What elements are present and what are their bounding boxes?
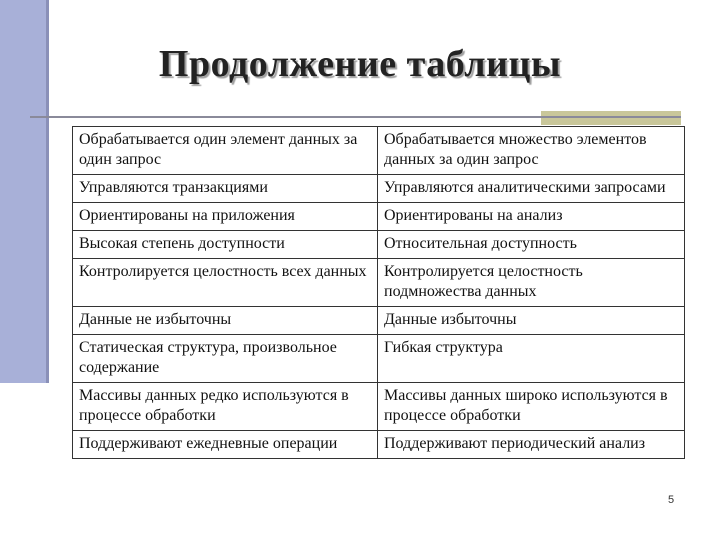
table-cell-right: Управляются аналитическими запросами: [378, 175, 685, 203]
table-row: [73, 335, 685, 383]
table-cell-left: Ориентированы на приложения: [73, 203, 378, 231]
table-cell-left: Высокая степень доступности: [73, 231, 378, 259]
title-divider: [30, 116, 681, 118]
table-cell-right: Обрабатывается множество элементов данных за один запрос: [378, 127, 685, 175]
table-row: [73, 203, 685, 231]
table-cell-left: Обрабатывается один элемент данных за один запрос: [73, 127, 378, 175]
table-cell-left: Данные не избыточны: [73, 307, 378, 335]
table-cell-right: Относительная доступность: [378, 231, 685, 259]
slide-title: Продолжение таблицы: [158, 43, 562, 85]
table-cell-left: Контролируется целостность всех данных: [73, 259, 378, 307]
table-cell-right: Контролируется целостность подмножества данных: [378, 259, 685, 307]
table-row: [73, 231, 685, 259]
table-cell-left: Массивы данных редко используются в процессе обработки: [73, 383, 378, 431]
table-row: [73, 127, 685, 175]
table-cell-right: Массивы данных широко используются в процессе обработки: [378, 383, 685, 431]
accent-rectangle: [541, 111, 681, 125]
comparison-table: [72, 126, 685, 459]
table-row: [73, 383, 685, 431]
table-row: [73, 307, 685, 335]
table-cell-right: Ориентированы на анализ: [378, 203, 685, 231]
table-row: [73, 259, 685, 307]
table-cell-right: Данные избыточны: [378, 307, 685, 335]
table-cell-left: Статическая структура, произвольное содержание: [73, 335, 378, 383]
page-number: 5: [668, 494, 675, 506]
table-cell-left: Поддерживают ежедневные операции: [73, 431, 378, 459]
table-cell-right: Гибкая структура: [378, 335, 685, 383]
table-cell-right: Поддерживают периодический анализ: [378, 431, 685, 459]
table-row: [73, 431, 685, 459]
table-cell-left: Управляются транзакциями: [73, 175, 378, 203]
table-row: [73, 175, 685, 203]
